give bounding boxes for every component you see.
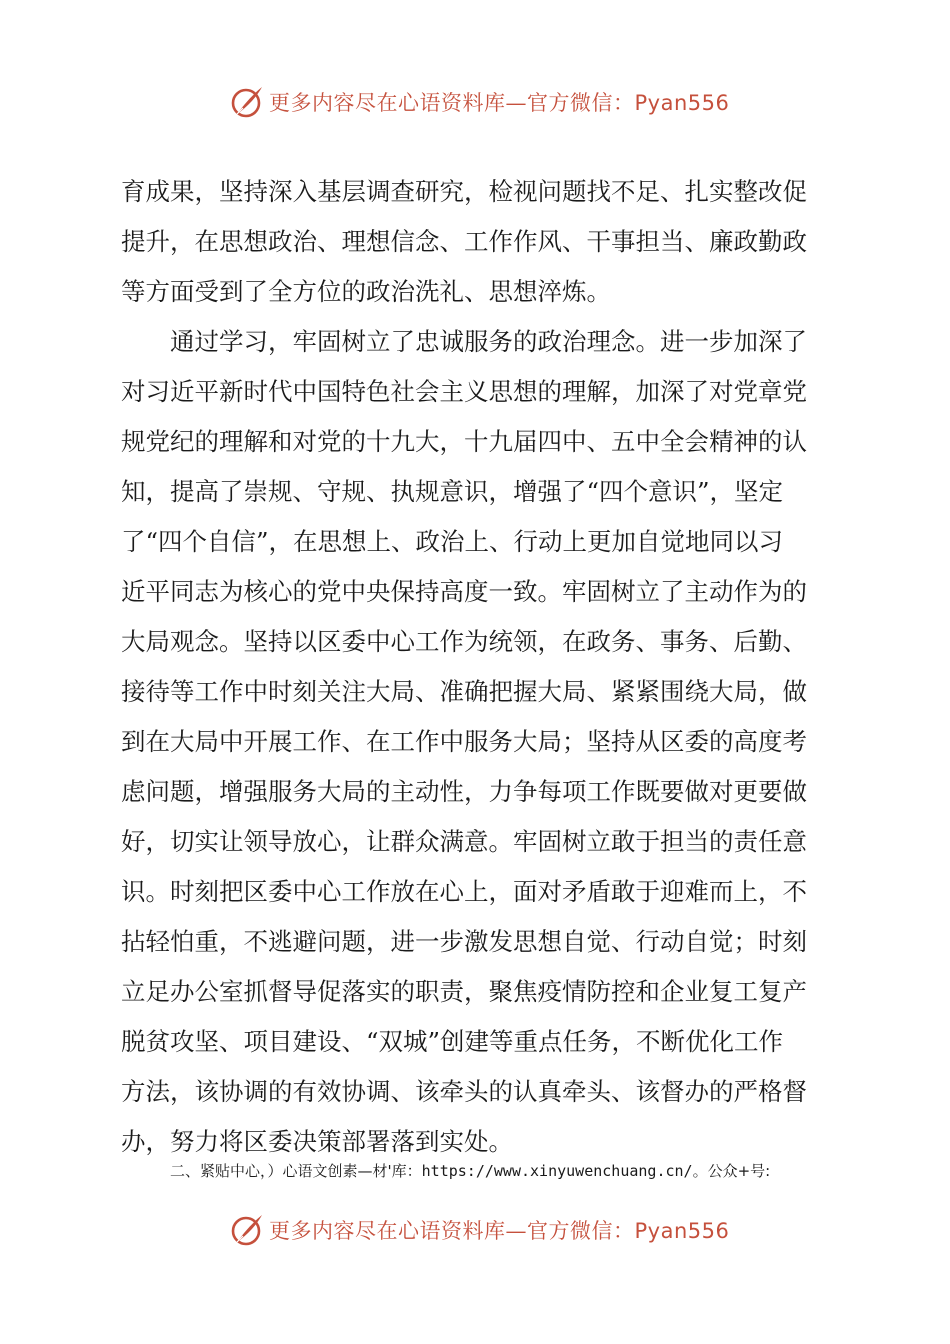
body-line: 提升，在思想政治、理想信念、工作作风、干事担当、廉政勤政 xyxy=(121,227,807,256)
quill-pen-circle-icon xyxy=(229,84,265,120)
body-line: 大局观念。坚持以区委中心工作为统领，在政务、事务、后勤、 xyxy=(121,627,807,656)
body-line: 接待等工作中时刻关注大局、准确把握大局、紧紧围绕大局，做 xyxy=(121,677,807,706)
body-line: 虑问题，增强服务大局的主动性，力争每项工作既要做对更要做 xyxy=(121,777,807,806)
body-line: 对习近平新时代中国特色社会主义思想的理解，加深了对党章党 xyxy=(121,377,807,406)
paragraph-first-line: 通过学习，牢固树立了忠诚服务的政治理念。进一步加深了 xyxy=(170,327,807,356)
body-line: 规党纪的理解和对党的十九大，十九届四中、五中全会精神的认 xyxy=(121,427,807,456)
footer-banner xyxy=(229,1210,729,1250)
body-line: 了“四个自信”，在思想上、政治上、行动上更加自觉地同以习 xyxy=(121,527,784,556)
banner-text: 更多内容尽在心语资料库—官方微信：Pyan556 xyxy=(269,1219,730,1243)
body-line: 脱贫攻坚、项目建设、“双城”创建等重点任务，不断优化工作 xyxy=(121,1027,784,1056)
banner-text: 更多内容尽在心语资料库—官方微信：Pyan556 xyxy=(269,91,730,115)
body-line: 方法，该协调的有效协调、该牵头的认真牵头、该督办的严格督 xyxy=(121,1077,807,1106)
quill-pen-circle-icon xyxy=(229,1212,265,1248)
source-line xyxy=(170,1160,770,1181)
body-line: 好，切实让领导放心，让群众满意。牢固树立敢于担当的责任意 xyxy=(121,827,807,856)
body-line: 近平同志为核心的党中央保持高度一致。牢固树立了主动作为的 xyxy=(121,577,807,606)
body-line: 立足办公室抓督导促落实的职责，聚焦疫情防控和企业复工复产 xyxy=(121,977,807,1006)
body-line: 拈轻怕重，不逃避问题，进一步激发思想自觉、行动自觉；时刻 xyxy=(121,927,807,956)
body-line: 办，努力将区委决策部署落到实处。 xyxy=(121,1127,513,1156)
body-line: 知，提高了崇规、守规、执规意识，增强了“四个意识”，坚定 xyxy=(121,477,784,506)
body-line: 等方面受到了全方位的政治洗礼、思想淬炼。 xyxy=(121,277,611,306)
source-url[interactable]: https://www.xinyuwenchuang.cn/ xyxy=(421,1162,693,1180)
body-line: 到在大局中开展工作、在工作中服务大局；坚持从区委的高度考 xyxy=(121,727,807,756)
source-suffix: 。公众+号: xyxy=(692,1162,771,1180)
source-prefix: 二、紧贴中心，）心语文创素—材'库： xyxy=(170,1162,422,1180)
body-line: 育成果，坚持深入基层调查研究，检视问题找不足、扎实整改促 xyxy=(121,177,807,206)
header-banner xyxy=(229,82,729,122)
body-line: 识。时刻把区委中心工作放在心上，面对矛盾敢于迎难而上，不 xyxy=(121,877,807,906)
